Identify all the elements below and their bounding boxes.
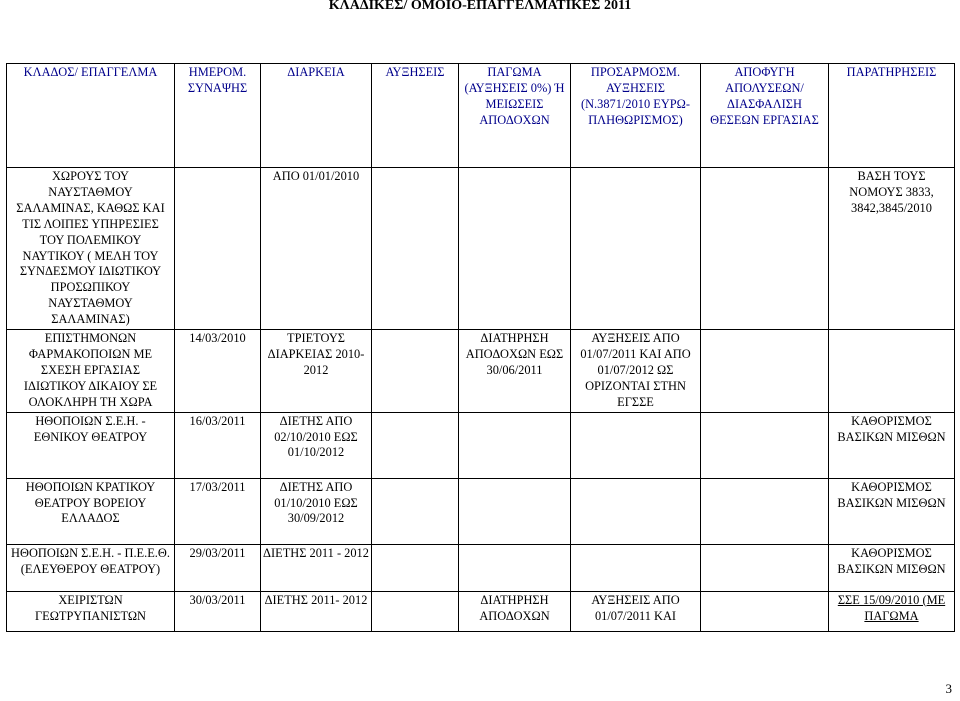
header-duration: ΔΙΑΡΚΕΙΑ (261, 64, 372, 168)
cell-date: 30/03/2011 (175, 591, 261, 631)
table-row (7, 168, 955, 330)
cell-adjusted (571, 168, 701, 330)
cell-increases (372, 330, 459, 413)
cell-profession: ΧΕΙΡΙΣΤΩΝ ΓΕΩΤΡΥΠΑΝΙΣΤΩΝ (7, 591, 175, 631)
header-adjusted: ΠΡΟΣΑΡΜΟΣΜ. ΑΥΞΗΣΕΙΣ (Ν.3871/2010 ΕΥΡΩ- ΠΛΗΘΩΡΙΣΜΟΣ) (571, 64, 701, 168)
cell-profession: ΗΘΟΠΟΙΩΝ Σ.Ε.Η. - ΕΘΝΙΚΟΥ ΘΕΑΤΡΟΥ (7, 412, 175, 478)
cell-duration: ΔΙΕΤΗΣ 2011- 2012 (261, 591, 372, 631)
cell-profession: ΧΩΡΟΥΣ ΤΟΥ ΝΑΥΣΤΑΘΜΟΥ ΣΑΛΑΜΙΝΑΣ, ΚΑΘΩΣ ΚΑΙ ΤΙΣ ΛΟΙΠΕΣ ΥΠΗΡΕΣΙΕΣ ΤΟΥ ΠΟΛΕΜΙΚΟΥ ΝΑΥΤΙΚΟΥ ( ΜΕΛΗ ΤΟΥ ΣΥΝΔΕΣΜΟΥ ΙΔΙΩΤΙΚΟΥ ΠΡΟΣΩΠΙΚΟΥ ΝΑΥΣΤΑΘΜΟΥ ΣΑΛΑΜΙΝΑΣ) (7, 168, 175, 330)
cell-notes: ΚΑΘΟΡΙΣΜΟΣ ΒΑΣΙΚΩΝ ΜΙΣΘΩΝ (829, 412, 955, 478)
header-increases: ΑΥΞΗΣΕΙΣ (372, 64, 459, 168)
cell-adjusted: ΑΥΞΗΣΕΙΣ ΑΠΟ 01/07/2011 ΚΑΙ ΑΠΟ 01/07/2012 ΩΣ ΟΡΙΖΟΝΤΑΙ ΣΤΗΝ ΕΓΣΣΕ (571, 330, 701, 413)
header-profession: ΚΛΑΔΟΣ/ ΕΠΑΓΓΕΛΜΑ (7, 64, 175, 168)
cell-freeze (459, 544, 571, 591)
cell-notes: ΚΑΘΟΡΙΣΜΟΣ ΒΑΣΙΚΩΝ ΜΙΣΘΩΝ (829, 544, 955, 591)
header-date: ΗΜΕΡΟΜ. ΣΥΝΑΨΗΣ (175, 64, 261, 168)
cell-freeze (459, 478, 571, 544)
cell-avoid (701, 168, 829, 330)
cell-duration: ΑΠΟ 01/01/2010 (261, 168, 372, 330)
cell-avoid (701, 478, 829, 544)
cell-increases (372, 544, 459, 591)
cell-avoid (701, 330, 829, 413)
cell-duration: ΔΙΕΤΗΣ 2011 - 2012 (261, 544, 372, 591)
cell-adjusted: ΑΥΞΗΣΕΙΣ ΑΠΟ 01/07/2011 ΚΑΙ (571, 591, 701, 631)
cell-duration: ΤΡΙΕΤΟΥΣ ΔΙΑΡΚΕΙΑΣ 2010-2012 (261, 330, 372, 413)
cell-duration: ΔΙΕΤΗΣ ΑΠΟ 01/10/2010 ΕΩΣ 30/09/2012 (261, 478, 372, 544)
page-title: ΚΛΑΔΙΚΕΣ/ ΟΜΟΙΟ-ΕΠΑΓΓΕΛΜΑΤΙΚΕΣ 2011 (328, 0, 632, 13)
cell-profession: ΕΠΙΣΤΗΜΟΝΩΝ ΦΑΡΜΑΚΟΠΟΙΩΝ ΜΕ ΣΧΕΣΗ ΕΡΓΑΣΙΑΣ ΙΔΙΩΤΙΚΟΥ ΔΙΚΑΙΟΥ ΣΕ ΟΛΟΚΛΗΡΗ ΤΗ ΧΩΡΑ (7, 330, 175, 413)
cell-freeze: ΔΙΑΤΗΡΗΣΗ ΑΠΟΔΟΧΩΝ ΕΩΣ 30/06/2011 (459, 330, 571, 413)
table-row (7, 330, 955, 413)
header-notes: ΠΑΡΑΤΗΡΗΣΕΙΣ (829, 64, 955, 168)
cell-increases (372, 168, 459, 330)
cell-increases (372, 412, 459, 478)
cell-notes: ΚΑΘΟΡΙΣΜΟΣ ΒΑΣΙΚΩΝ ΜΙΣΘΩΝ (829, 478, 955, 544)
cell-avoid (701, 544, 829, 591)
cell-freeze (459, 168, 571, 330)
cell-date (175, 168, 261, 330)
cell-date: 16/03/2011 (175, 412, 261, 478)
cell-notes (829, 330, 955, 413)
cell-freeze: ΔΙΑΤΗΡΗΣΗ ΑΠΟΔΟΧΩΝ (459, 591, 571, 631)
cell-freeze (459, 412, 571, 478)
cell-date: 14/03/2010 (175, 330, 261, 413)
header-avoid-layoffs: ΑΠΟΦΥΓΗ ΑΠΟΛΥΣΕΩΝ/ ΔΙΑΣΦΑΛΙΣΗ ΘΕΣΕΩΝ ΕΡΓΑΣΙΑΣ (701, 64, 829, 168)
cell-avoid (701, 591, 829, 631)
header-freeze: ΠΑΓΩΜΑ (ΑΥΞΗΣΕΙΣ 0%) Ή ΜΕΙΩΣΕΙΣ ΑΠΟΔΟΧΩΝ (459, 64, 571, 168)
cell-date: 29/03/2011 (175, 544, 261, 591)
cell-increases (372, 478, 459, 544)
table-row (7, 478, 955, 544)
table-row (7, 412, 955, 478)
cell-duration: ΔΙΕΤΗΣ ΑΠΟ 02/10/2010 ΕΩΣ 01/10/2012 (261, 412, 372, 478)
cell-notes: ΒΑΣΗ ΤΟΥΣ ΝΟΜΟΥΣ 3833, 3842,3845/2010 (829, 168, 955, 330)
table-header-row (7, 64, 955, 168)
cell-avoid (701, 412, 829, 478)
cell-adjusted (571, 544, 701, 591)
cell-increases (372, 591, 459, 631)
cell-profession: ΗΘΟΠΟΙΩΝ ΚΡΑΤΙΚΟΥ ΘΕΑΤΡΟΥ ΒΟΡΕΙΟΥ ΕΛΛΑΔΟΣ (7, 478, 175, 544)
agreements-table (6, 63, 955, 632)
cell-adjusted (571, 478, 701, 544)
page-number: 3 (945, 681, 952, 696)
cell-adjusted (571, 412, 701, 478)
cell-date: 17/03/2011 (175, 478, 261, 544)
cell-notes: ΣΣΕ 15/09/2010 (ΜΕ ΠΑΓΩΜΑ (829, 591, 955, 631)
cell-profession: ΗΘΟΠΟΙΩΝ Σ.Ε.Η. - Π.Ε.Ε.Θ. (ΕΛΕΥΘΕΡΟΥ ΘΕΑΤΡΟΥ) (7, 544, 175, 591)
table-row (7, 544, 955, 591)
table-row (7, 591, 955, 631)
